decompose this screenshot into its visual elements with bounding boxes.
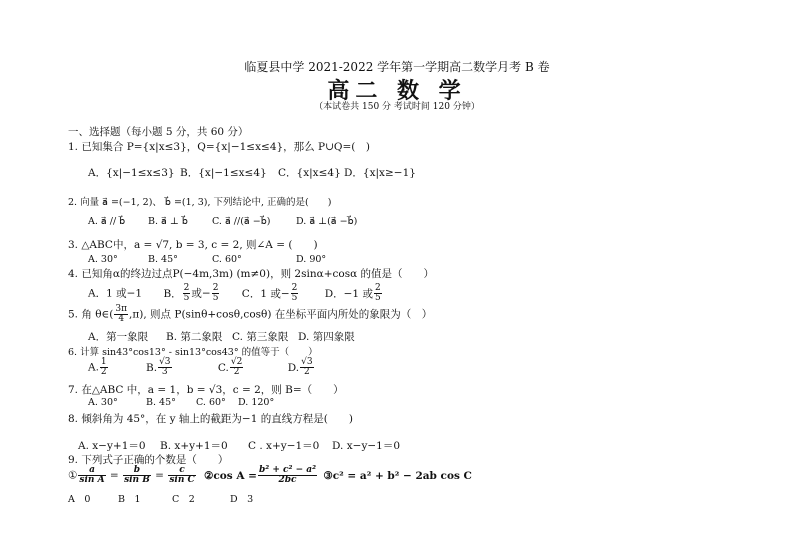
exam-title: 高二 数 学 [327,78,467,104]
q5-option-c: C. 第三象限 [232,331,289,343]
q3-option-c: C. 60° [212,254,242,265]
q7-option-c: C. 60° [196,397,226,408]
q7-option-d: D. 120° [238,397,275,408]
q3-option-a: A. 30° [88,254,118,265]
q6-d-fraction: $\frac{√3}{2}$ [301,357,313,377]
section-title: 一、选择题（每小题 5 分，共 60 分） [68,126,249,138]
q6-option-b: B. [146,361,158,374]
question-7-stem: 7. 在△ABC 中，a = 1，b = √3，c = 2，则 B=（ ） [68,384,344,396]
q9-frac-b: $\frac{b}{\text{sin B}}$ [124,465,150,485]
q6-b-fraction: $\frac{√3}{3}$ [159,357,171,377]
q7-option-b: B. 45° [146,397,176,408]
exam-subtitle: （本试卷共 150 分 考试时间 120 分钟） [314,102,480,112]
q5-fraction: $\frac{3\pi}{4}$ [115,304,128,324]
q9-frac-c: $\frac{c}{\text{sin C}}$ [169,465,195,485]
q4-option-c: C．1 或− [241,287,290,300]
q5-option-d: D. 第四象限 [298,331,355,343]
q4-option-a: A．1 或−1 [88,287,143,300]
q8-option-b: B. x+y+1＝0 [160,440,228,452]
q6-c-fraction: $\frac{√2}{2}$ [230,357,243,377]
question-8-stem: 8. 倾斜角为 45°，在 y 轴上的截距为−1 的直线方程是( ) [68,413,353,425]
q6-option-c: C. [217,361,229,374]
q9-frac-a: $\frac{a}{\text{sin A}}$ [79,465,105,485]
exam-school-line: 临夏县中学 2021-2022 学年第一学期高二数学月考 B 卷 [244,60,550,74]
q9-option-a: A 0 [68,494,91,505]
q1-option-b: B．{x|−1≤x≤4} [180,167,267,179]
q2-option-b: B. a⃗ ⊥ b⃗ [148,216,188,227]
q8-option-c: C . x+y−1＝0 [248,440,320,452]
question-9-stem: 9. 下列式子正确的个数是（ ） [68,454,229,466]
q8-option-d: D. x−y−1＝0 [332,440,401,452]
q4-option-b: B． [163,287,182,300]
q5-option-a: A．第一象限 [88,331,149,343]
q4-c-fraction: $\frac{2}{5}$ [291,283,298,303]
q3-option-b: B. 45° [148,254,178,265]
q2-option-d: D. a⃗ ⊥(a⃗ −b⃗) [296,216,358,227]
q4-option-d: D．−1 或 [324,287,373,300]
q5-option-b: B. 第二象限 [166,331,223,343]
q9-formula-3: ③c² = a² + b² − 2ab cos C [323,469,472,482]
q2-option-a: A. a⃗ // b⃗ [88,216,126,227]
q7-option-a: A. 30° [88,397,118,408]
q4-options: A．1 或−1 B． $\frac{2}{5}$ 或− $\frac{2}{5}$ C．1 或− $\frac{2}{5}$ D．−1 或 $\frac{2}{5}$ [88,283,381,303]
q9-option-b: B 1 [118,494,141,505]
q3-option-d: D. 90° [296,254,327,265]
q6-options [88,358,315,377]
q4-b-fraction-2: $\frac{2}{5}$ [212,283,219,303]
q9-formulas: ① $\frac{a}{\text{sin A}}$ = $\frac{b}{\text{sin B}}$ = $\frac{c}{\text{sin C}}$ ②cos A = $\frac{\text{b² + c² − a²}}{2bc}$ ③c² = a² + b² − 2ab cos C [68,465,472,485]
q6-option-d: D. [287,361,300,374]
question-1-stem: 1. 已知集合 P={x|x≤3}，Q={x|−1≤x≤4}，那么 P∪Q=( ) [68,141,370,153]
q9-option-c: C 2 [172,494,195,505]
q2-option-c: C. a⃗ //(a⃗ −b⃗) [212,216,271,227]
q8-option-a: A. x−y+1＝0 [78,440,146,452]
q9-option-d: D 3 [230,494,254,505]
q1-option-a: A．{x|−1≤x≤3} [88,167,175,179]
question-6-stem: 6. 计算 sin43°cos13° - sin13°cos43° 的值等于（ ） [68,347,318,358]
q6-option-a: A. [88,361,99,374]
q4-d-fraction: $\frac{2}{5}$ [374,283,381,303]
q1-option-c: C．{x|x≤4} [278,167,341,179]
question-2-stem: 2. 向量 a⃗ =(−1, 2)、 b⃗ =(1, 3), 下列结论中, 正确的是( ) [68,197,332,208]
q1-option-d: D．{x|x≥−1} [344,167,416,179]
question-4-stem: 4. 已知角α的终边过点P(−4m,3m) (m≠0)，则 2sinα+cosα 的值是（ ） [68,268,435,280]
q9-frac-cos: $\frac{\text{b² + c² − a²}}{2bc}$ [258,465,317,485]
question-3-stem: 3. △ABC中，a = √7, b = 3, c = 2, 则∠A = ( ) [68,239,318,251]
question-5-stem: 5. 角 θ∈( $\frac{3\pi}{4}$ ,π), 则点 P(sinθ+cosθ,cosθ) 在坐标平面内所处的象限为（ ） [68,304,433,324]
q4-b-fraction: $\frac{2}{5}$ [183,283,190,303]
q6-a-fraction: $\frac{1}{2}$ [100,357,107,377]
